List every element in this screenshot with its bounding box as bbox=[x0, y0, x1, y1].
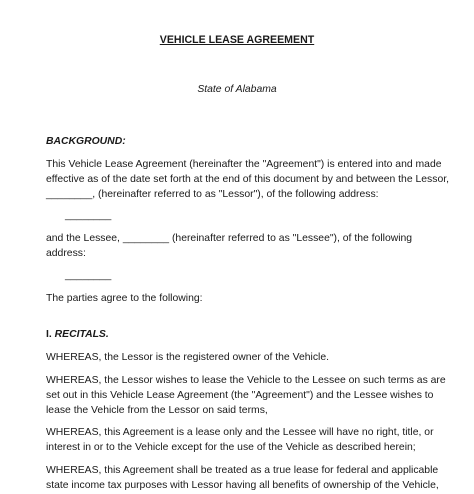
whereas-1: WHEREAS, the Lessor is the registered owner of the Vehicle. bbox=[46, 352, 329, 363]
whereas-2-line-2: set out in this Vehicle Lease Agreement (the "Agreement") and the Lessee wishes to bbox=[46, 390, 434, 401]
lessor-address-blank: ________ bbox=[65, 210, 112, 221]
whereas-2-line-3: lease the Vehicle from the Lessor on said terms, bbox=[46, 405, 268, 416]
whereas-4-line-2: state income tax purposes with Lessor having all benefits of ownership of the Vehicle, bbox=[46, 480, 439, 491]
intro-line-2: effective as of the date set forth at the end of this document by and between the Lessor, bbox=[46, 174, 449, 185]
whereas-4-line-1: WHEREAS, this Agreement shall be treated as a true lease for federal and applicable bbox=[46, 465, 439, 476]
state-line: State of Alabama bbox=[197, 84, 277, 95]
background-heading: BACKGROUND: bbox=[46, 136, 126, 147]
agree-line: The parties agree to the following: bbox=[46, 293, 203, 304]
lessee-line-2: address: bbox=[46, 248, 86, 259]
document-title: VEHICLE LEASE AGREEMENT bbox=[159, 34, 315, 46]
whereas-2-line-1: WHEREAS, the Lessor wishes to lease the Vehicle to the Lessee on such terms as are bbox=[46, 375, 446, 386]
recitals-title: RECITALS. bbox=[54, 329, 109, 340]
whereas-3-line-2: interest in or to the Vehicle except for the use of the Vehicle as described herein; bbox=[46, 442, 416, 453]
recitals-number: I. bbox=[46, 329, 52, 340]
recitals-heading bbox=[46, 327, 109, 343]
lessee-address-blank: ________ bbox=[65, 270, 112, 281]
intro-line-1: This Vehicle Lease Agreement (hereinafter the "Agreement") is entered into and made bbox=[46, 159, 442, 170]
lessee-line-1: and the Lessee, ________ (hereinafter referred to as "Lessee"), of the following bbox=[46, 233, 413, 244]
whereas-3-line-1: WHEREAS, this Agreement is a lease only and the Lessee will have no right, title, or bbox=[46, 427, 434, 438]
intro-line-3: ________, (hereinafter referred to as "Lessor"), of the following address: bbox=[46, 189, 379, 200]
